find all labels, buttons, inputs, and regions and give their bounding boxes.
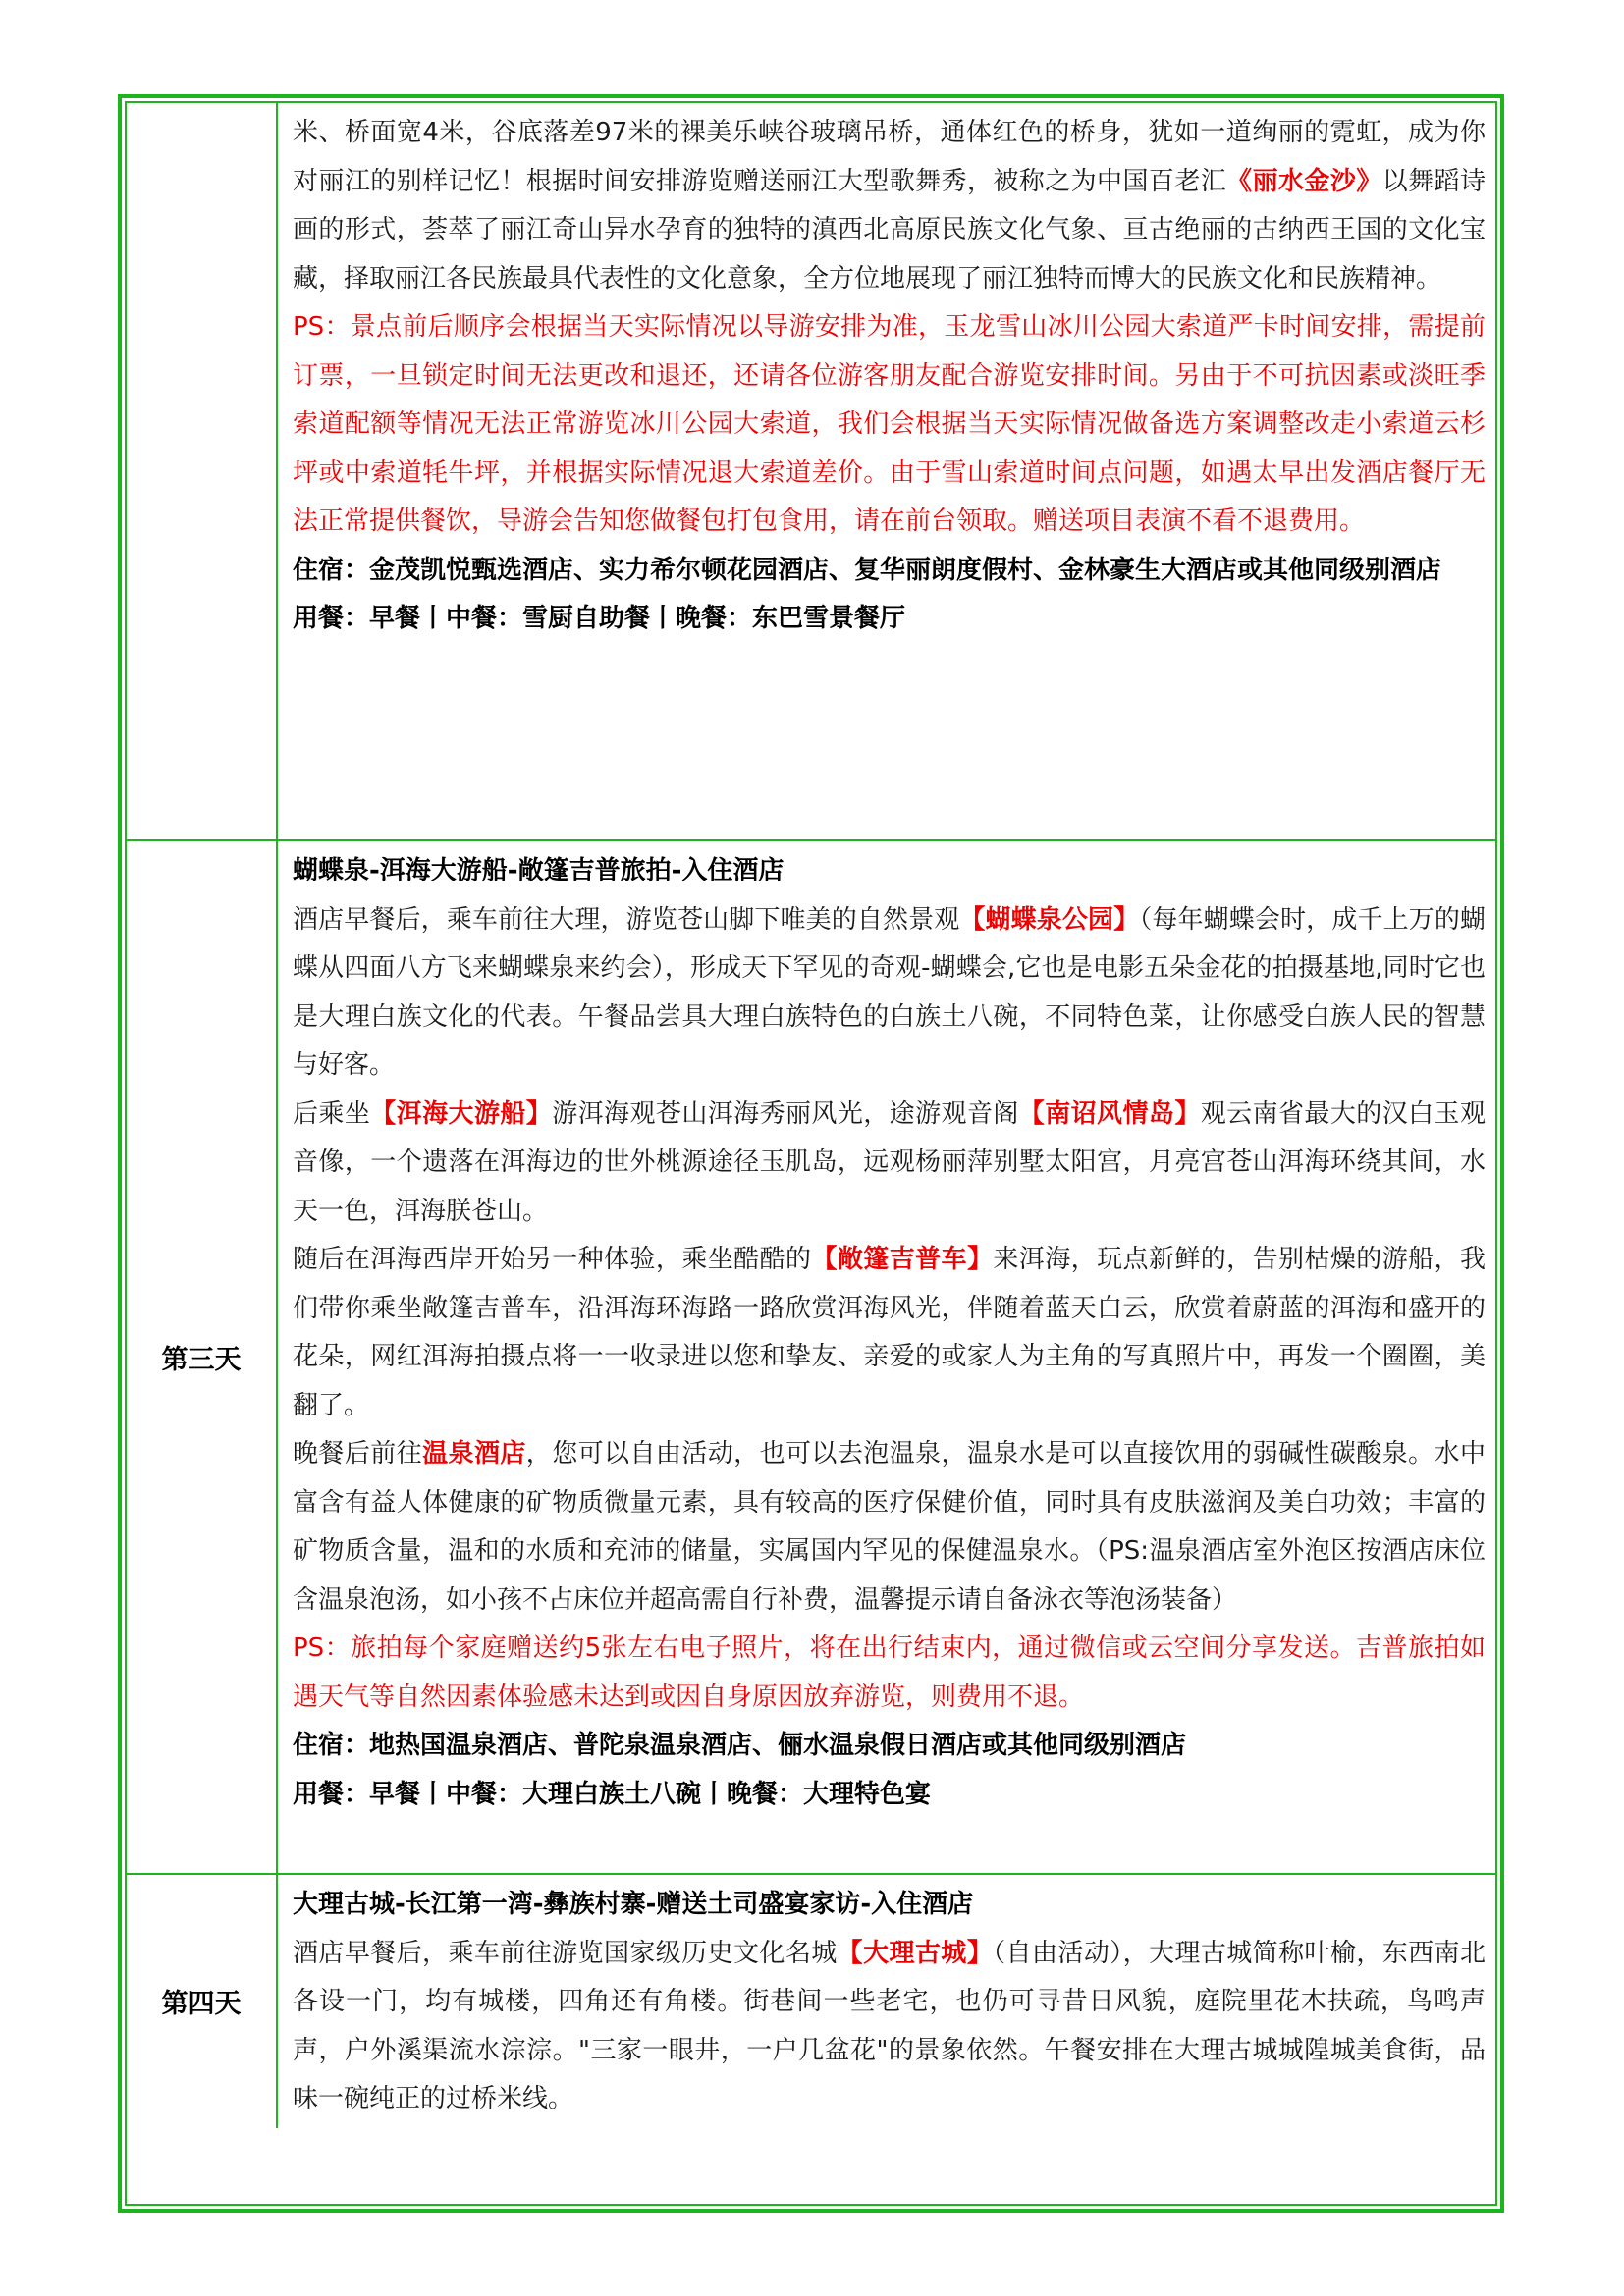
text-segment: 晚餐后前往 xyxy=(293,1439,423,1468)
table-row-day4 xyxy=(127,1875,1495,2128)
accommodation-line: 住宿：地热国温泉酒店、普陀泉温泉酒店、俪水温泉假日酒店或其他同级别酒店 xyxy=(293,1731,1187,1760)
attraction-highlight: 【南诏风情岛】 xyxy=(1018,1098,1201,1129)
day-cell xyxy=(127,103,278,839)
meals-line: 用餐：早餐丨中餐：雪厨自助餐丨晚餐：东巴雪景餐厅 xyxy=(293,604,906,633)
text-segment: ，您可以自由活动，也可以去泡温泉，温泉水是可以直接饮用的弱碱性碳酸泉。水中富含有益人体健康的矿物质微量元素，具有较高的医疗保健价值，同时具有皮肤滋润及美白功效；丰富的矿物质含量，温和的水质和充沛的储量，实属国内罕见的保健温泉水。（PS:温泉酒店室外泡区按酒店床位含温泉泡汤，如小孩不占床位并超高需自行补费，温馨提示请自备泳衣等泡汤装备） xyxy=(293,1439,1486,1615)
text-segment: （自由活动），大理古城简称叶榆，东西南北各设一门，均有城楼，四角还有角楼。街巷间一些老宅，也仍可寻昔日风貌，庭院里花木扶疏，鸟鸣声声，户外溪渠流水淙淙。"三家一眼井，一户几盆花"的景象依然。午餐安排在大理古城城隍城美食街，品味一碗纯正的过桥米线。 xyxy=(293,1938,1486,2113)
meals-line: 用餐：早餐丨中餐：大理白族土八碗丨晚餐：大理特色宴 xyxy=(293,1779,932,1809)
accommodation-line: 住宿：金茂凯悦甄选酒店、实力希尔顿花园酒店、复华丽朗度假村、金林豪生大酒店或其他同级别酒店 xyxy=(293,555,1442,585)
description-paragraph xyxy=(293,1430,1486,1625)
text-segment: 以舞蹈诗画的形式，荟萃了丽江奇山异水孕育的独特的滇西北高原民族文化气象、亘古绝丽的古纳西王国的文化宝藏，择取丽江各民族最具代表性的文化意象，全方位地展现了丽江独特而博大的民族文化和民族精神。 xyxy=(293,166,1486,294)
ps-notice: PS：景点前后顺序会根据当天实际情况以导游安排为准，玉龙雪山冰川公园大索道严卡时间安排，需提前订票，一旦锁定时间无法更改和退还，还请各位游客朋友配合游览安排时间。另由于不可抗因素或淡旺季索道配额等情况无法正常游览冰川公园大索道，我们会根据当天实际情况做备选方案调整改走小索道云杉坪或中索道牦牛坪，并根据实际情况退大索道差价。由于雪山索道时间点问题，如遇太早出发酒店餐厅无法正常提供餐饮，导游会告知您做餐包打包食用，请在前台领取。赠送项目表演不看不退费用。 xyxy=(293,312,1486,536)
day-content xyxy=(278,841,1495,1873)
text-segment: 后乘坐 xyxy=(293,1098,371,1129)
itinerary-table xyxy=(125,101,1497,2206)
day-content xyxy=(278,1875,1495,2128)
text-segment: 观云南省最大的汉白玉观音像，一个遗落在洱海边的世外桃源途径玉肌岛，远观杨丽萍别墅太阳宫，月亮宫苍山洱海环绕其间，水天一色，洱海朕苍山。 xyxy=(293,1098,1486,1226)
text-segment: 米、桥面宽4米，谷底落差97米的裸美乐峡谷玻璃吊桥，通体红色的桥身，犹如一道绚丽的霓虹，成为你对丽江的别样记忆！根据时间安排游览赠送丽江大型歌舞秀，被称之为中国百老汇 xyxy=(293,118,1486,196)
description-paragraph xyxy=(293,896,1486,1091)
text-segment: 酒店早餐后，乘车前往大理，游览苍山脚下唯美的自然景观 xyxy=(293,904,960,934)
attraction-highlight: 【洱海大游船】 xyxy=(370,1098,553,1129)
text-segment: 游洱海观苍山洱海秀丽风光，途游观音阁 xyxy=(552,1098,1019,1129)
text-segment: （每年蝴蝶会时，成千上万的蝴蝶从四面八方飞来蝴蝶泉来约会），形成天下罕见的奇观-蝴蝶会,它也是电影五朵金花的拍摄基地,同时它也是大理白族文化的代表。午餐品尝具大理白族特色的白族土八碗，不同特色菜，让你感受白族人民的智慧与好客。 xyxy=(293,904,1486,1080)
ps-notice: PS：旅拍每个家庭赠送约5张左右电子照片，将在出行结束内，通过微信或云空间分享发送。吉普旅拍如遇天气等自然因素体验感未达到或因自身原因放弃游览，则费用不退。 xyxy=(293,1633,1486,1712)
text-segment: 酒店早餐后，乘车前往游览国家级历史文化名城 xyxy=(293,1938,838,1968)
description-paragraph xyxy=(293,1930,1486,2124)
day-cell: 第四天 xyxy=(127,1875,278,2128)
table-row-day2-continued xyxy=(127,103,1495,841)
route-title: 蝴蝶泉-洱海大游船-敞篷吉普旅拍-入住酒店 xyxy=(293,856,785,885)
attraction-highlight: 温泉酒店 xyxy=(422,1439,526,1468)
attraction-highlight: 【大理古城】 xyxy=(837,1938,994,1968)
table-row-day3 xyxy=(127,841,1495,1875)
show-name-highlight: 《丽水金沙》 xyxy=(1226,166,1382,196)
attraction-highlight: 【蝴蝶泉公园】 xyxy=(959,904,1140,934)
itinerary-table-frame xyxy=(118,94,1504,2213)
text-segment: 随后在洱海西岸开始另一种体验，乘坐酷酷的 xyxy=(293,1245,812,1274)
description-paragraph xyxy=(293,1091,1486,1237)
day-content xyxy=(278,103,1495,839)
description-paragraph xyxy=(293,109,1486,303)
route-title: 大理古城-长江第一湾-彝族村寨-赠送土司盛宴家访-入住酒店 xyxy=(293,1890,974,1919)
text-segment: 来洱海，玩点新鲜的，告别枯燥的游船，我们带你乘坐敞篷吉普车，沿洱海环海路一路欣赏洱海风光，伴随着蓝天白云，欣赏着蔚蓝的洱海和盛开的花朵，网红洱海拍摄点将一一收录进以您和挚友、亲爱的或家人为主角的写真照片中，再发一个圈圈，美翻了。 xyxy=(293,1245,1486,1420)
description-paragraph xyxy=(293,1236,1486,1430)
day-cell: 第三天 xyxy=(127,841,278,1873)
attraction-highlight: 【敞篷吉普车】 xyxy=(811,1245,994,1274)
